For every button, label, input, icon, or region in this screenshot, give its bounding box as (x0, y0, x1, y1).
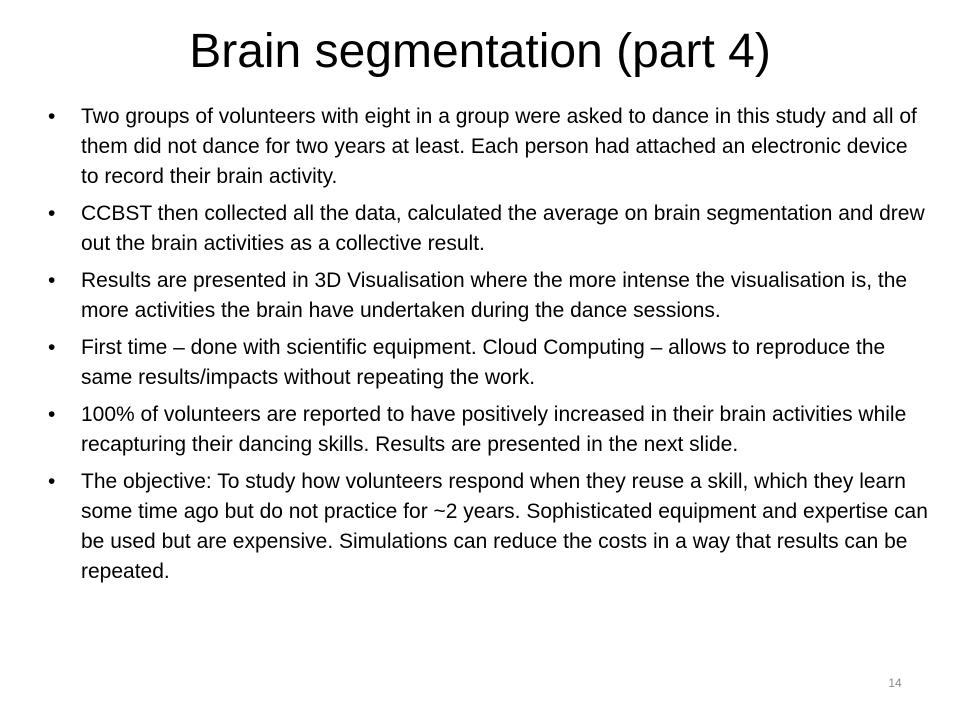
bullet-list (48, 102, 928, 594)
bullet-item-2 (48, 199, 928, 259)
bullet-dot-icon: • (48, 105, 56, 128)
bullet-dot-icon: • (48, 403, 56, 426)
page-number: 14 (888, 676, 902, 690)
bullet-text: CCBST then collected all the data, calculated the average on brain segmentation and drew out the brain activities as a collective result. (81, 202, 925, 255)
bullet-text: The objective: To study how volunteers respond when they reuse a skill, which they learn some time ago but do not practice for ~2 years. Sophisticated equipment and expertise can be used but are expensive. Simulations can reduce the costs in a way that results can be repeated. (81, 470, 928, 583)
bullet-item-5 (48, 400, 928, 460)
bullet-item-1 (48, 102, 928, 192)
bullet-text: Two groups of volunteers with eight in a group were asked to dance in this study and all of them did not dance for two years at least. Each person had attached an electronic device to record their brain activity. (81, 105, 917, 188)
bullet-item-3 (48, 266, 928, 326)
bullet-dot-icon: • (48, 202, 56, 225)
slide-title: Brain segmentation (part 4) (189, 25, 771, 78)
bullet-text: 100% of volunteers are reported to have positively increased in their brain activities while recapturing their dancing skills. Results are presented in the next slide. (81, 403, 907, 456)
bullet-dot-icon: • (48, 269, 56, 292)
bullet-dot-icon: • (48, 470, 56, 493)
bullet-item-4 (48, 333, 928, 393)
bullet-dot-icon: • (48, 336, 56, 359)
bullet-text: First time – done with scientific equipment. Cloud Computing – allows to reproduce the same results/impacts without repeating the work. (81, 336, 886, 389)
bullet-text: Results are presented in 3D Visualisation where the more intense the visualisation is, the more activities the brain have undertaken during the dance sessions. (81, 269, 908, 322)
bullet-item-6 (48, 467, 928, 587)
